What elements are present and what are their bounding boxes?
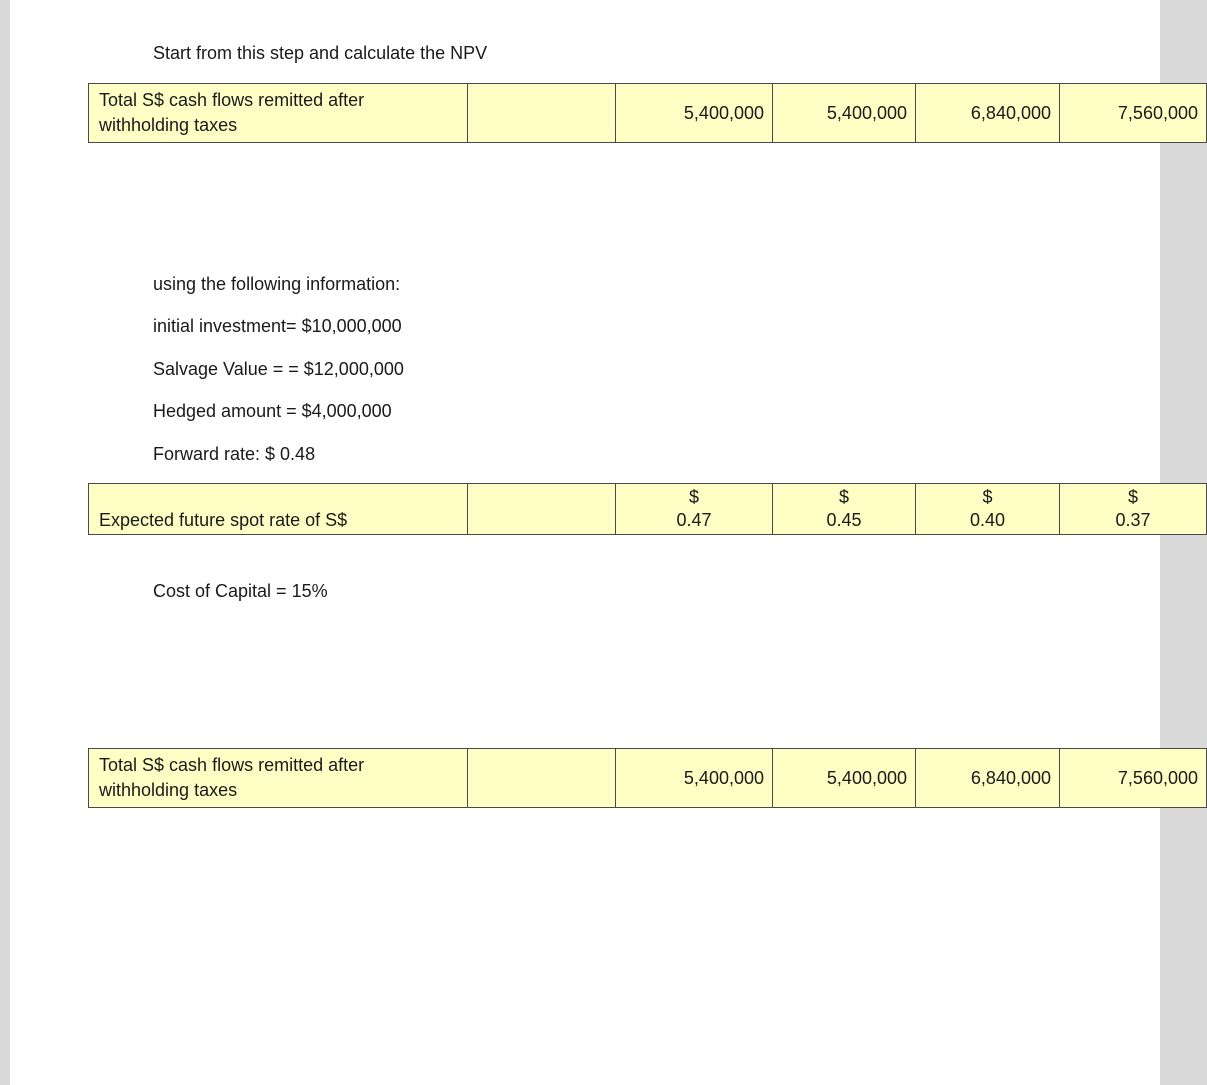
intro-text: Start from this step and calculate the NPV xyxy=(153,43,488,63)
spot-rate-table xyxy=(88,483,1207,535)
document-page xyxy=(10,0,1198,1085)
row-label: Expected future spot rate of S$ xyxy=(89,484,468,535)
blank-cell xyxy=(468,484,616,535)
salvage-value-text: Salvage Value = = $12,000,000 xyxy=(153,359,404,379)
info-heading: using the following information: xyxy=(153,274,401,294)
currency-symbol: $ xyxy=(982,487,993,507)
blank-cell xyxy=(468,84,616,143)
initial-investment-text: initial investment= $10,000,000 xyxy=(153,316,402,336)
table-row xyxy=(89,484,1207,535)
cost-of-capital-text: Cost of Capital = 15% xyxy=(153,581,328,601)
currency-symbol: $ xyxy=(838,487,849,507)
rate-value: 0.40 xyxy=(969,510,1006,530)
hedged-amount-text: Hedged amount = $4,000,000 xyxy=(153,401,392,421)
rate-cell-year2 xyxy=(773,484,916,535)
currency-symbol: $ xyxy=(688,487,699,507)
table-row xyxy=(89,84,1207,143)
value-cell-year2: 5,400,000 xyxy=(773,749,916,808)
forward-rate-text: Forward rate: $ 0.48 xyxy=(153,444,316,464)
row-label: Total S$ cash flows remitted after withholding taxes xyxy=(89,749,468,808)
value-cell-year3: 6,840,000 xyxy=(916,749,1060,808)
rate-cell-year4 xyxy=(1060,484,1207,535)
rate-value: 0.37 xyxy=(1115,510,1151,530)
currency-symbol: $ xyxy=(1127,487,1138,507)
value-cell-year1: 5,400,000 xyxy=(616,749,773,808)
cash-flow-table-top xyxy=(88,83,1207,143)
rate-value: 0.47 xyxy=(676,510,712,530)
rate-cell-year3 xyxy=(916,484,1060,535)
value-cell-year1: 5,400,000 xyxy=(616,84,773,143)
cash-flow-table-bottom xyxy=(88,748,1207,808)
value-cell-year2: 5,400,000 xyxy=(773,84,916,143)
blank-cell xyxy=(468,749,616,808)
rate-value: 0.45 xyxy=(826,510,862,530)
row-label: Total S$ cash flows remitted after withholding taxes xyxy=(89,84,468,143)
table-row xyxy=(89,749,1207,808)
value-cell-year4: 7,560,000 xyxy=(1060,749,1207,808)
rate-cell-year1 xyxy=(616,484,773,535)
value-cell-year4: 7,560,000 xyxy=(1060,84,1207,143)
value-cell-year3: 6,840,000 xyxy=(916,84,1060,143)
